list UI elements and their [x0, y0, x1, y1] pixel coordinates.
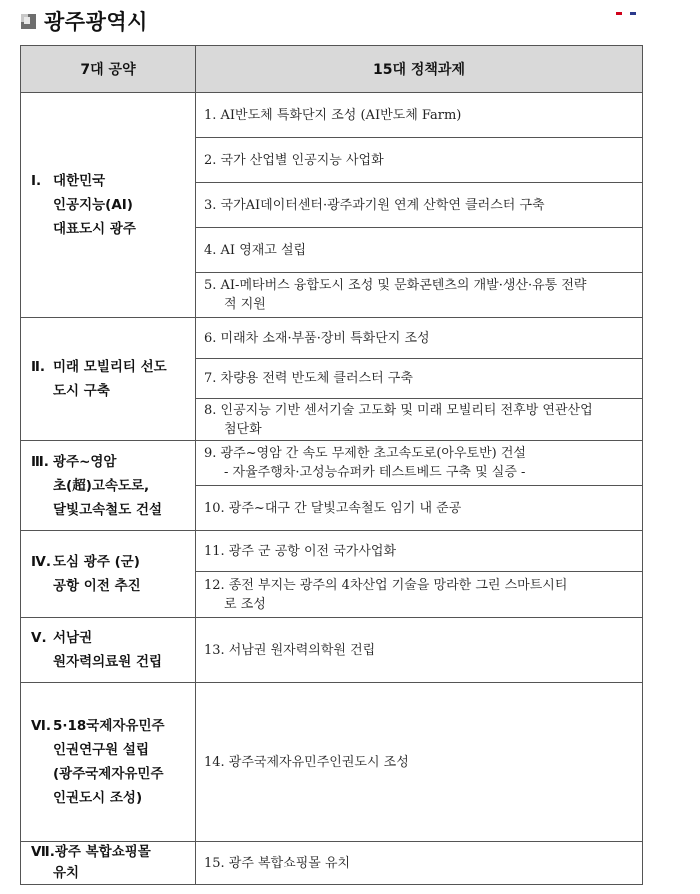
pledge-text: 초(超)고속도로, — [53, 477, 150, 494]
task-text: 첨단화 — [224, 421, 262, 437]
pledge-number: Ⅵ. — [31, 718, 51, 734]
task-text: 6. 미래차 소재·부품·장비 특화단지 조성 — [204, 330, 430, 346]
task-text: 적 지원 — [224, 297, 266, 312]
pledge-text: (광주국제자유민주 — [53, 766, 164, 782]
task-text: 14. 광주국제자유민주인권도시 조성 — [204, 754, 409, 770]
task-text: 1. AI반도체 특화단지 조성 (AI반도체 Farm) — [204, 107, 462, 123]
pledge-text: 유치 — [53, 865, 80, 881]
pledge-number: Ⅱ. — [31, 359, 46, 375]
pledge-text: 도시 구축 — [53, 383, 110, 399]
top-color-marks — [616, 0, 644, 3]
task-text: 5. AI-메타버스 융합도시 조성 및 문화콘텐츠의 개발·생산·유통 전략 — [204, 278, 587, 293]
task-cell-10 — [196, 486, 643, 531]
task-text: 12. 종전 부지는 광주의 4차산업 기술을 망라한 그린 스마트시티 — [204, 577, 568, 593]
pledge-text: 대한민국 — [53, 173, 106, 189]
task-cell-7 — [196, 359, 643, 399]
pledge-text: 광주 복합쇼핑몰 — [54, 844, 151, 860]
pledge-text: 미래 모빌리티 선도 — [53, 359, 167, 375]
task-text: 3. 국가AI데이터센터·광주과기원 연계 산학연 클러스터 구축 — [204, 197, 545, 213]
task-cell-14 — [196, 683, 643, 842]
pledge-text: 공항 이전 추진 — [53, 578, 141, 594]
pledge-text: 인권도시 조성) — [53, 790, 143, 806]
task-cell-1 — [196, 93, 643, 138]
pledge-number: Ⅰ. — [31, 173, 42, 189]
table-row — [21, 318, 643, 359]
task-text: 7. 차량용 전력 반도체 클러스터 구축 — [204, 371, 413, 386]
task-cell-3 — [196, 183, 643, 228]
pledge-cell-1 — [21, 93, 196, 318]
task-text: 15. 광주 복합쇼핑몰 유치 — [204, 855, 351, 871]
pledge-cell-7 — [21, 842, 196, 885]
pledge-cell-4 — [21, 531, 196, 618]
task-cell-8 — [196, 399, 643, 441]
task-cell-15 — [196, 842, 643, 885]
table-row — [21, 93, 643, 138]
task-cell-2 — [196, 138, 643, 183]
red-mark — [616, 12, 622, 15]
table-row — [21, 441, 643, 486]
pledge-text: 5·18국제자유민주 — [53, 718, 165, 734]
pledge-number: Ⅲ. — [31, 453, 49, 470]
section-title: 광주광역시 — [44, 10, 148, 34]
policy-table — [20, 45, 643, 885]
pledge-cell-3 — [21, 441, 196, 531]
task-text: 로 조성 — [224, 596, 266, 612]
table-row — [21, 842, 643, 885]
task-cell-11 — [196, 531, 643, 572]
pledge-text: 원자력의료원 건립 — [53, 654, 163, 670]
task-text: 2. 국가 산업별 인공지능 사업화 — [204, 152, 384, 168]
header-pledges: 7대 공약 — [21, 46, 196, 93]
task-cell-9 — [196, 441, 643, 486]
table-row — [21, 618, 643, 683]
pledge-cell-5 — [21, 618, 196, 683]
table-header-row — [21, 46, 643, 93]
pledge-number: Ⅳ. — [31, 554, 51, 570]
pledge-text: 도심 광주 (군) — [53, 554, 140, 570]
task-text: 8. 인공지능 기반 센서기술 고도화 및 미래 모빌리티 전후방 연관산업 — [204, 402, 593, 418]
header-policy-tasks: 15대 정책과제 — [196, 46, 643, 93]
task-text: - 자율주행차·고성능슈퍼카 테스트베드 구축 및 실증 - — [224, 465, 526, 480]
task-cell-12 — [196, 572, 643, 618]
task-text: 9. 광주~영암 간 속도 무제한 초고속도로(아우토반) 건설 — [204, 446, 526, 461]
task-cell-13 — [196, 618, 643, 683]
task-cell-6 — [196, 318, 643, 359]
table-row — [21, 683, 643, 842]
pledge-text: 광주~영암 — [53, 453, 117, 470]
pledge-text: 서남권 — [53, 630, 93, 646]
task-cell-4 — [196, 228, 643, 273]
table-row — [21, 531, 643, 572]
pledge-cell-2 — [21, 318, 196, 441]
blue-mark — [630, 12, 636, 15]
task-text: 11. 광주 군 공항 이전 국가사업화 — [204, 543, 397, 559]
task-text: 10. 광주~대구 간 달빛고속철도 임기 내 준공 — [204, 500, 462, 516]
task-cell-5 — [196, 273, 643, 318]
section-heading — [21, 6, 148, 36]
pledge-number: Ⅶ. — [31, 844, 55, 860]
pledge-text: 달빛고속철도 건설 — [53, 501, 163, 518]
pledge-cell-6 — [21, 683, 196, 842]
pledge-text: 인권연구원 설립 — [53, 742, 149, 758]
task-text: 13. 서남권 원자력의학원 건립 — [204, 642, 376, 658]
task-text: 4. AI 영재고 설립 — [204, 242, 307, 258]
pledge-number: Ⅴ. — [31, 630, 47, 646]
pledge-text: 인공지능(AI) — [53, 197, 133, 213]
square-bullet-icon — [21, 14, 36, 29]
pledge-text: 대표도시 광주 — [53, 221, 136, 237]
